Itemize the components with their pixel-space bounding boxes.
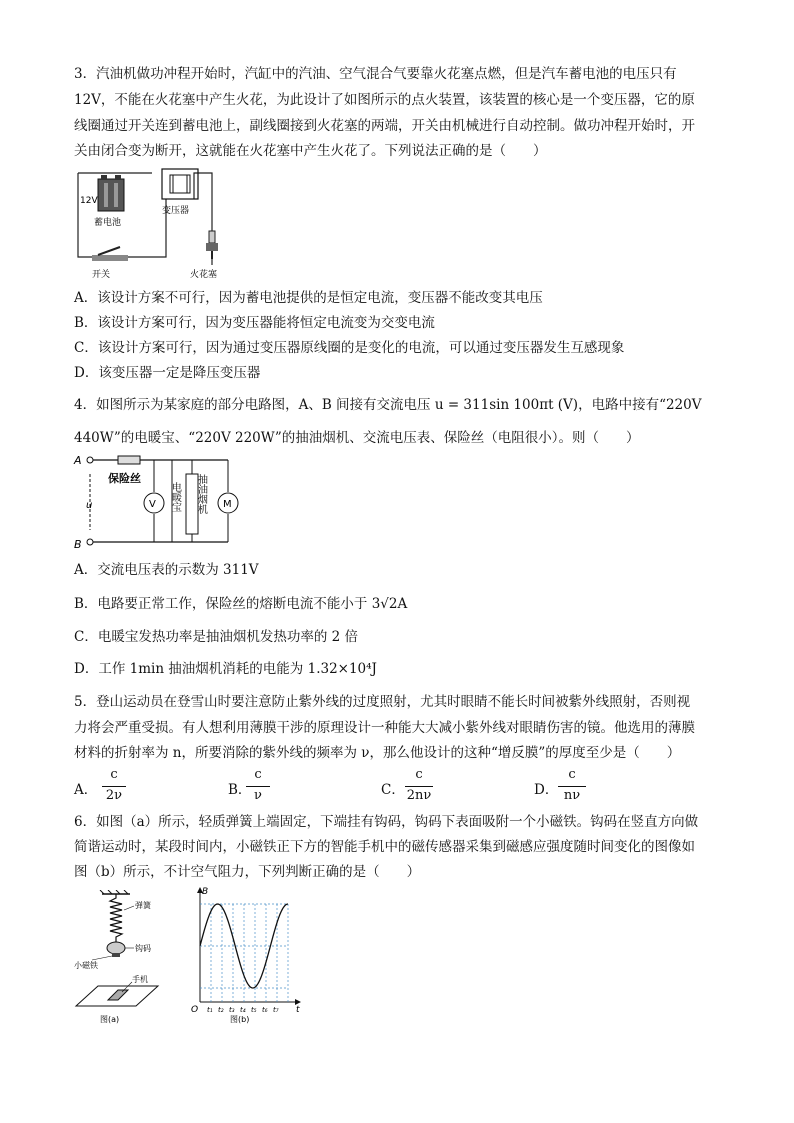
denominator: nν — [563, 788, 581, 803]
spark-plug-label: 火花塞 — [190, 270, 218, 280]
grid-lines — [200, 904, 288, 1002]
b-axis-label: B — [202, 887, 209, 897]
fuse-label: 保险丝 — [108, 472, 141, 485]
figure-b-caption: 图(b) — [230, 1015, 250, 1024]
q4-option-a[interactable]: A．交流电压表的示数为 311V — [74, 562, 259, 578]
battery-icon — [98, 179, 124, 211]
terminal-b-label: B — [74, 538, 82, 551]
origin-label: O — [191, 1005, 199, 1015]
q3-option-a[interactable]: A．该设计方案不可行，因为蓄电池提供的是恒定电流，变压器不能改变其电压 — [74, 290, 543, 306]
time-tick-label: t₇ — [273, 1006, 279, 1014]
fraction-bar — [405, 786, 433, 787]
time-tick-label: t₂ — [218, 1006, 224, 1014]
heater-label: 电暖宝 — [169, 482, 181, 512]
weight-label: 钩码 — [135, 944, 151, 953]
spring-label: 弹簧 — [135, 901, 151, 910]
q5-option-a-label: A． — [74, 782, 98, 798]
magnet-label: 小磁铁 — [74, 961, 98, 970]
q3-line-2: 12V，不能在火花塞中产生火花，为此设计了如图所示的点火装置，该装置的核心是一个变压器，它的原 — [74, 92, 695, 108]
q4-line-2: 440W”的电暖宝、“220V 220W”的抽油烟机、交流电压表、保险丝（电阻很小）。则（ ） — [74, 430, 640, 446]
q6-line-2: 简谐运动时，某段时间内，小磁铁正下方的智能手机中的磁传感器采集到磁感应强度随时间变化的图像如 — [74, 839, 695, 855]
time-tick-labels — [207, 1006, 279, 1014]
fraction-bar — [246, 786, 270, 787]
denominator: 2nν — [406, 788, 432, 803]
voltmeter-label: V — [149, 499, 156, 510]
motor-label: M — [223, 499, 232, 510]
q3-option-b[interactable]: B．该设计方案可行，因为变压器能将恒定电流变为交变电流 — [74, 315, 435, 331]
figure-a-caption: 图(a) — [100, 1015, 120, 1024]
q5-line-3: 材料的折射率为 n，所要消除的紫外线的频率为 ν，那么他设计的这种“增反膜”的厚度至少是（ ） — [74, 745, 681, 761]
phone-icon — [108, 990, 128, 1000]
phone-label: 手机 — [132, 975, 148, 984]
t-axis-label: t — [296, 1005, 300, 1015]
weight-icon — [107, 942, 125, 954]
time-tick-label: t₄ — [240, 1006, 246, 1014]
voltage-u-label: u — [86, 500, 93, 511]
time-tick-label: t₁ — [207, 1006, 213, 1014]
q4-line-1: 4．如图所示为某家庭的部分电路图，A、B 间接有交流电压 u = 311sin 100πt (V)，电路中接有“220V — [74, 397, 702, 413]
q5-line-2: 力将会严重受损。有人想利用薄膜干涉的原理设计一种能大大减小紫外线对眼睛伤害的镜。他选用的薄膜 — [74, 720, 695, 736]
numerator: c — [415, 767, 423, 782]
fraction-bar — [558, 786, 586, 787]
q6-figure-b — [190, 884, 310, 1024]
transformer-label: 变压器 — [162, 206, 190, 216]
q5-line-1: 5．登山运动员在登雪山时要注意防止紫外线的过度照射，尤其时眼睛不能长时间被紫外线照射，否则视 — [74, 694, 691, 710]
fuse-icon — [118, 456, 140, 464]
q4-option-d[interactable]: D．工作 1min 抽油烟机消耗的电能为 1.32×10⁴J — [74, 661, 377, 677]
time-tick-label: t₆ — [262, 1006, 268, 1014]
q4-option-b[interactable]: B．电路要正常工作，保险丝的熔断电流不能小于 3√2A — [74, 596, 408, 612]
spring-icon — [110, 894, 122, 942]
transformer-icon — [162, 169, 198, 199]
q5-option-d-label: D． — [534, 782, 559, 798]
q6-line-3: 图（b）所示，不计空气阻力，下列判断正确的是（ ） — [74, 864, 421, 880]
battery-voltage-label: 12V — [80, 196, 98, 206]
switch-icon — [92, 247, 128, 261]
q3-line-1: 3．汽油机做功冲程开始时，汽缸中的汽油、空气混合气要靠火花塞点燃，但是汽车蓄电池的电压只有 — [74, 66, 677, 82]
fraction-bar — [102, 786, 126, 787]
terminal-a-label: A — [74, 454, 82, 467]
q6-figure-a — [72, 890, 172, 1025]
q4-option-c[interactable]: C．电暖宝发热功率是抽油烟机发热功率的 2 倍 — [74, 629, 359, 645]
numerator: c — [110, 767, 118, 782]
q5-option-b-label: B． — [228, 782, 252, 798]
q5-option-c-label: C． — [381, 782, 405, 798]
time-tick-label: t₅ — [251, 1006, 257, 1014]
q3-option-d[interactable]: D．该变压器一定是降压变压器 — [74, 365, 261, 381]
spark-plug-icon — [206, 231, 218, 259]
time-tick-label: t₃ — [229, 1006, 235, 1014]
numerator: c — [254, 767, 262, 782]
q3-line-4: 关由闭合变为断开，这就能在火花塞中产生火花了。下列说法正确的是（ ） — [74, 143, 547, 159]
q3-line-3: 线圈通过开关连到蓄电池上，副线圈接到火花塞的两端，开关由机械进行自动控制。做功冲程开始时，开 — [74, 118, 695, 134]
q4-household-circuit-figure — [72, 452, 242, 552]
q6-line-1: 6．如图（a）所示，轻质弹簧上端固定，下端挂有钩码，钩码下表面吸附一个小磁铁。钩码在竖直方向做 — [74, 814, 699, 830]
switch-label: 开关 — [92, 270, 111, 280]
denominator: 2ν — [105, 788, 123, 803]
battery-label: 蓄电池 — [94, 218, 122, 228]
denominator: ν — [254, 788, 262, 803]
q3-option-c[interactable]: C．该设计方案可行，因为通过变压器原线圈的是变化的电流，可以通过变压器发生互感现象 — [74, 340, 625, 356]
q3-ignition-circuit-figure — [70, 165, 240, 283]
hood-label: 抽油烟机 — [195, 474, 207, 514]
numerator: c — [568, 767, 576, 782]
